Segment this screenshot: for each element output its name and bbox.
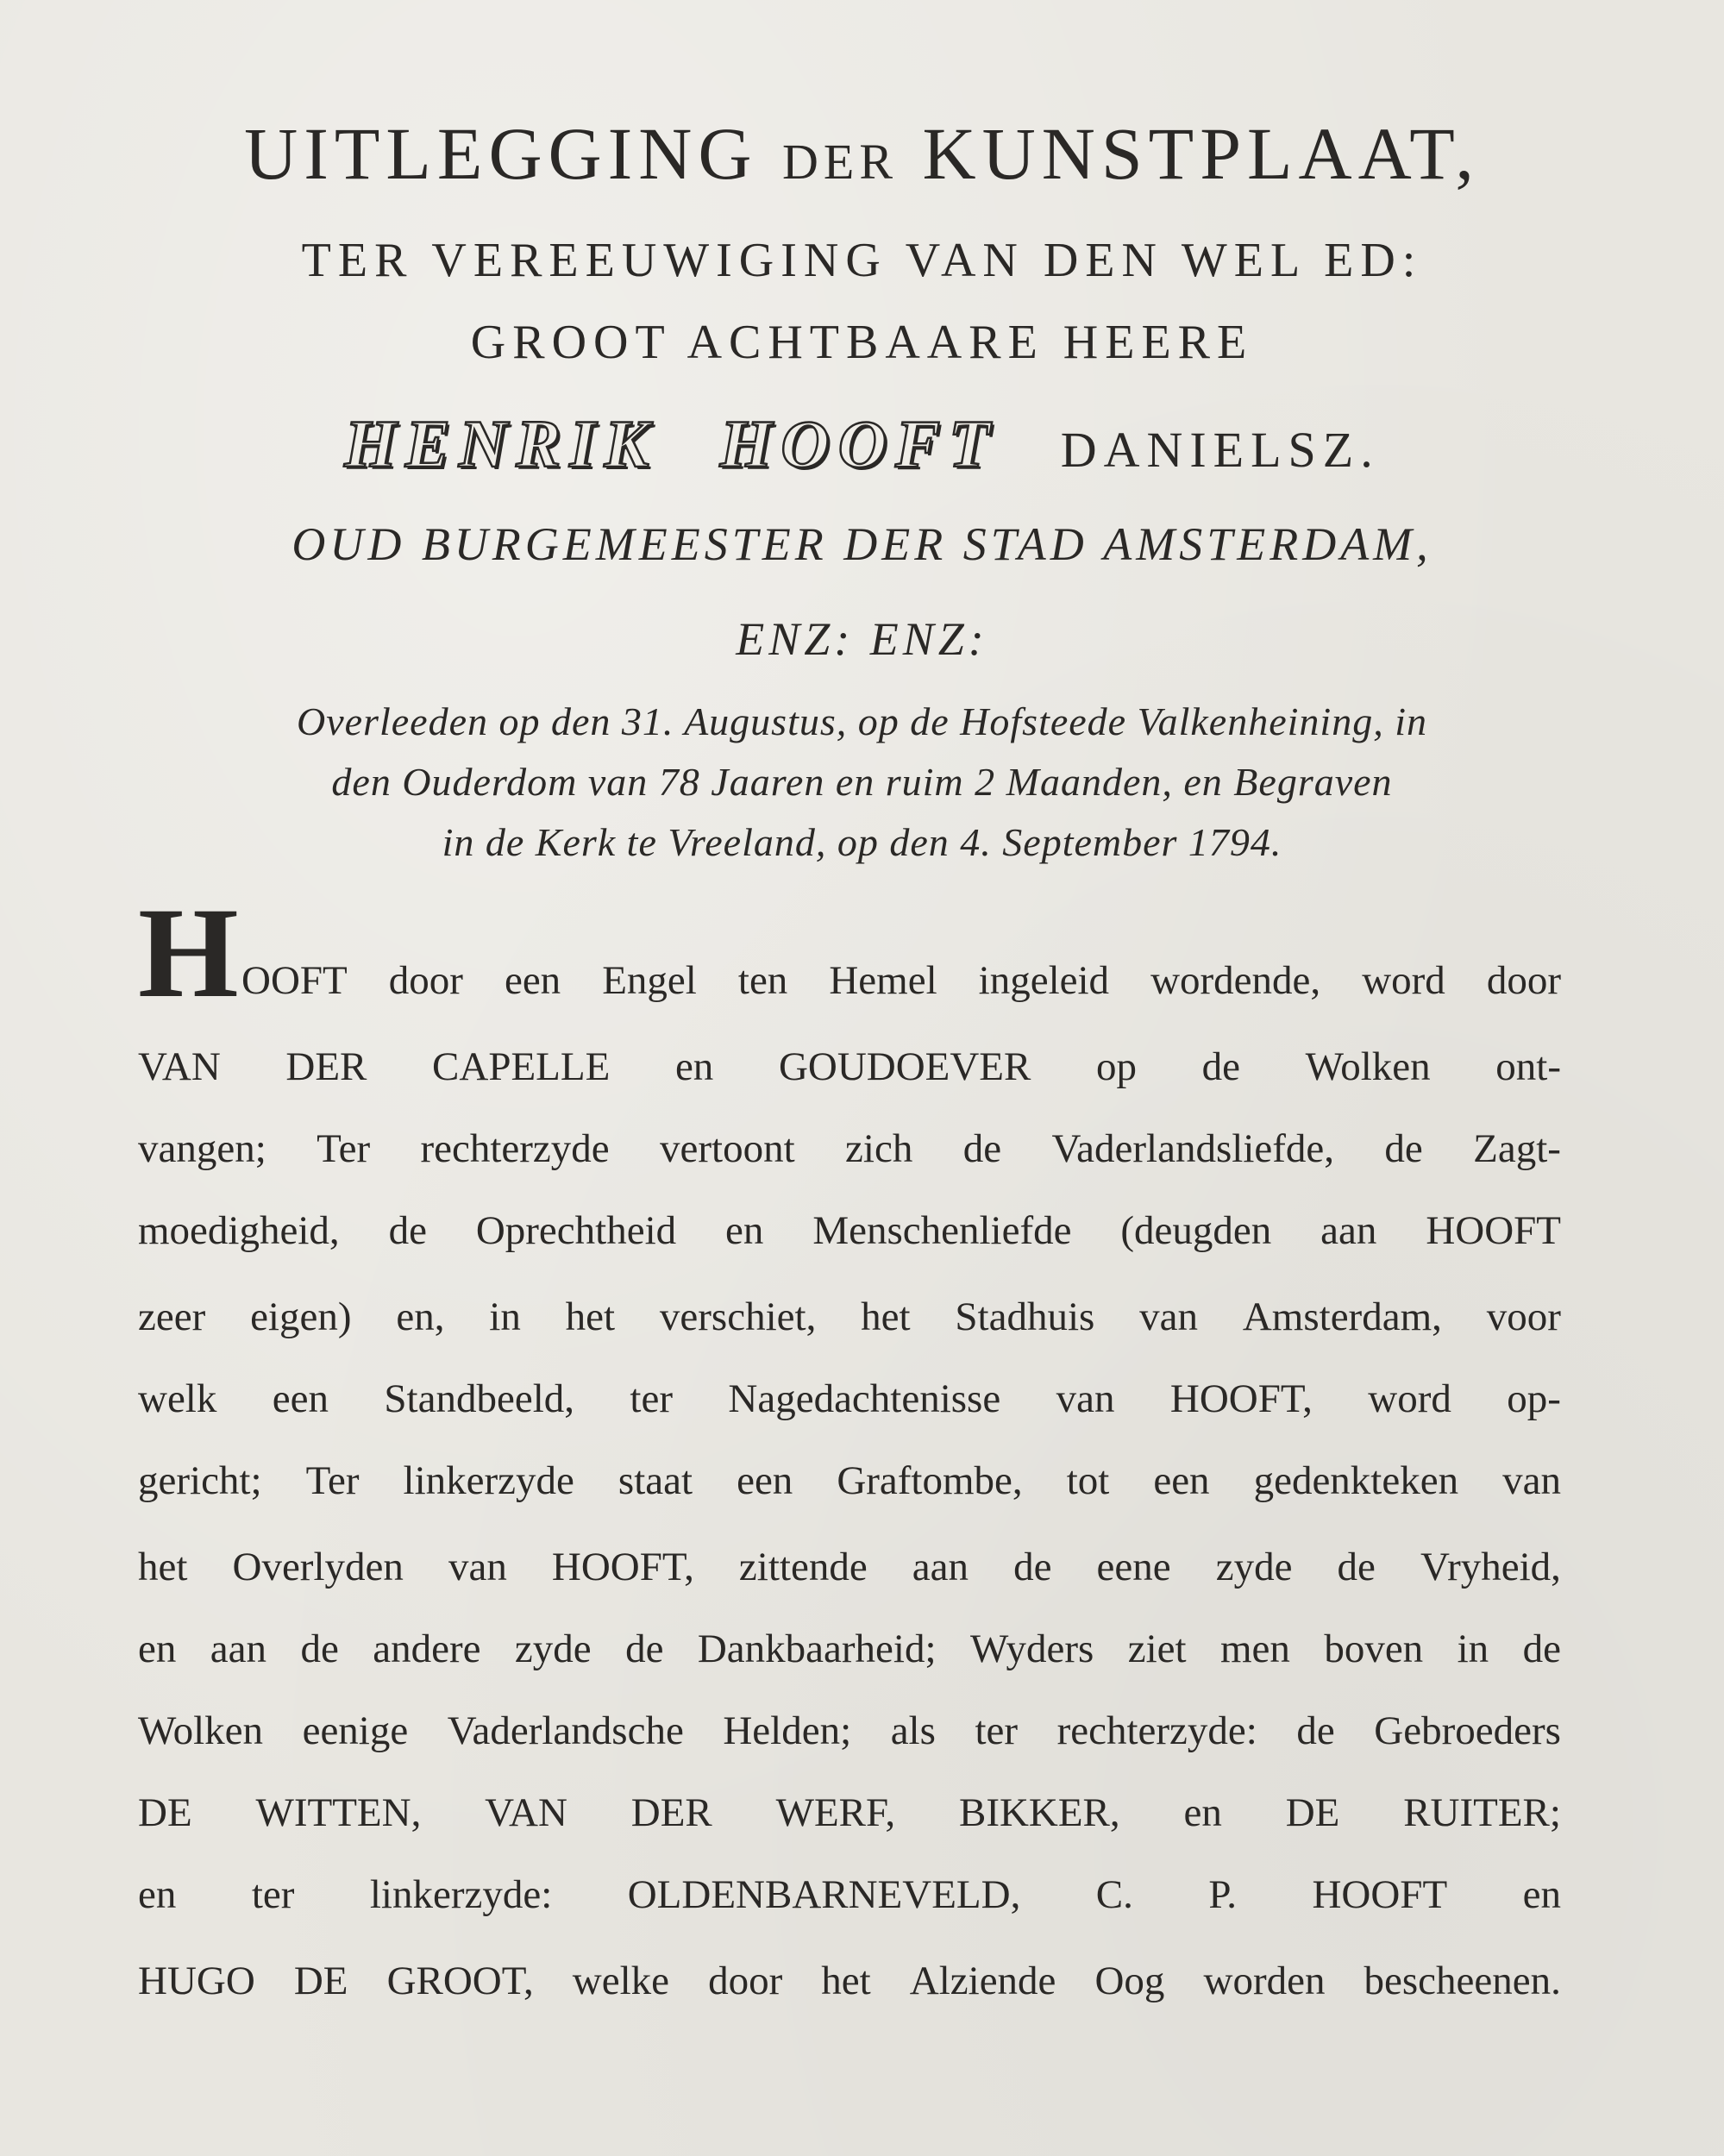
honoree-first-name: HENRIK	[344, 406, 658, 481]
text-line: HUGO DE GROOT, welke door het Alziende Oog worden bescheenen.	[138, 1959, 1561, 2003]
text-line: het Overlyden van HOOFT, zittende aan de eene zyde de Vryheid,	[138, 1545, 1561, 1589]
text-line: DE WITTEN, VAN DER WERF, BIKKER, en DE RUITER;	[138, 1790, 1561, 1835]
title-word-kunstplaat: KUNSTPLAAT,	[922, 112, 1480, 195]
drop-cap: H	[138, 881, 239, 1025]
text-line: moedigheid, de Oprechtheid en Menschenliefde (deugden aan HOOFT	[138, 1208, 1561, 1253]
honoree-last-name: HOOFT	[719, 406, 999, 481]
text-line: zeer eigen) en, in het verschiet, het Stadhuis van Amsterdam, voor	[138, 1294, 1561, 1339]
document-title	[0, 110, 1724, 197]
title-word-der: DER	[782, 134, 899, 190]
text-line: en aan de andere zyde de Dankbaarheid; Wyders ziet men boven in de	[138, 1626, 1561, 1671]
text-line: gericht; Ter linkerzyde staat een Graftombe, tot een gedenkteken van	[138, 1458, 1561, 1503]
death-note-line-2: den Ouderdom van 78 Jaaren en ruim 2 Maanden, en Begraven	[331, 760, 1393, 804]
text-line: VAN DER CAPELLE en GOUDOEVER op de Wolken ont-	[138, 1044, 1561, 1089]
text-line: OOFT door een Engel ten Hemel ingeleid wordende, word door	[241, 958, 1561, 1003]
text-line: Wolken eenige Vaderlandsche Helden; als ter rechterzyde: de Gebroeders	[138, 1708, 1561, 1753]
honoree-suffix: DANIELSZ.	[1060, 422, 1380, 478]
death-note-line-1: Overleeden op den 31. Augustus, op de Hofsteede Valkenheining, in	[297, 699, 1427, 743]
enz-line: ENZ: ENZ:	[736, 613, 988, 665]
text-line: welk een Standbeeld, ter Nagedachtenisse van HOOFT, word op-	[138, 1376, 1561, 1421]
honoree-office: OUD BURGEMEESTER DER STAD AMSTERDAM,	[292, 518, 1432, 570]
subtitle-line-1: TER VEREEUWIGING VAN DEN WEL ED:	[301, 234, 1423, 287]
title-word-uitlegging: UITLEGGING	[244, 112, 758, 195]
text-line: en ter linkerzyde: OLDENBARNEVELD, C. P. HOOFT en	[138, 1872, 1561, 1917]
death-note-line-3: in de Kerk te Vreeland, op den 4. September 1794.	[442, 820, 1282, 864]
subtitle-line-2: GROOT ACHTBAARE HEERE	[470, 316, 1254, 369]
text-line: vangen; Ter rechterzyde vertoont zich de Vaderlandsliefde, de Zagt-	[138, 1126, 1561, 1171]
honoree-name	[0, 405, 1724, 483]
